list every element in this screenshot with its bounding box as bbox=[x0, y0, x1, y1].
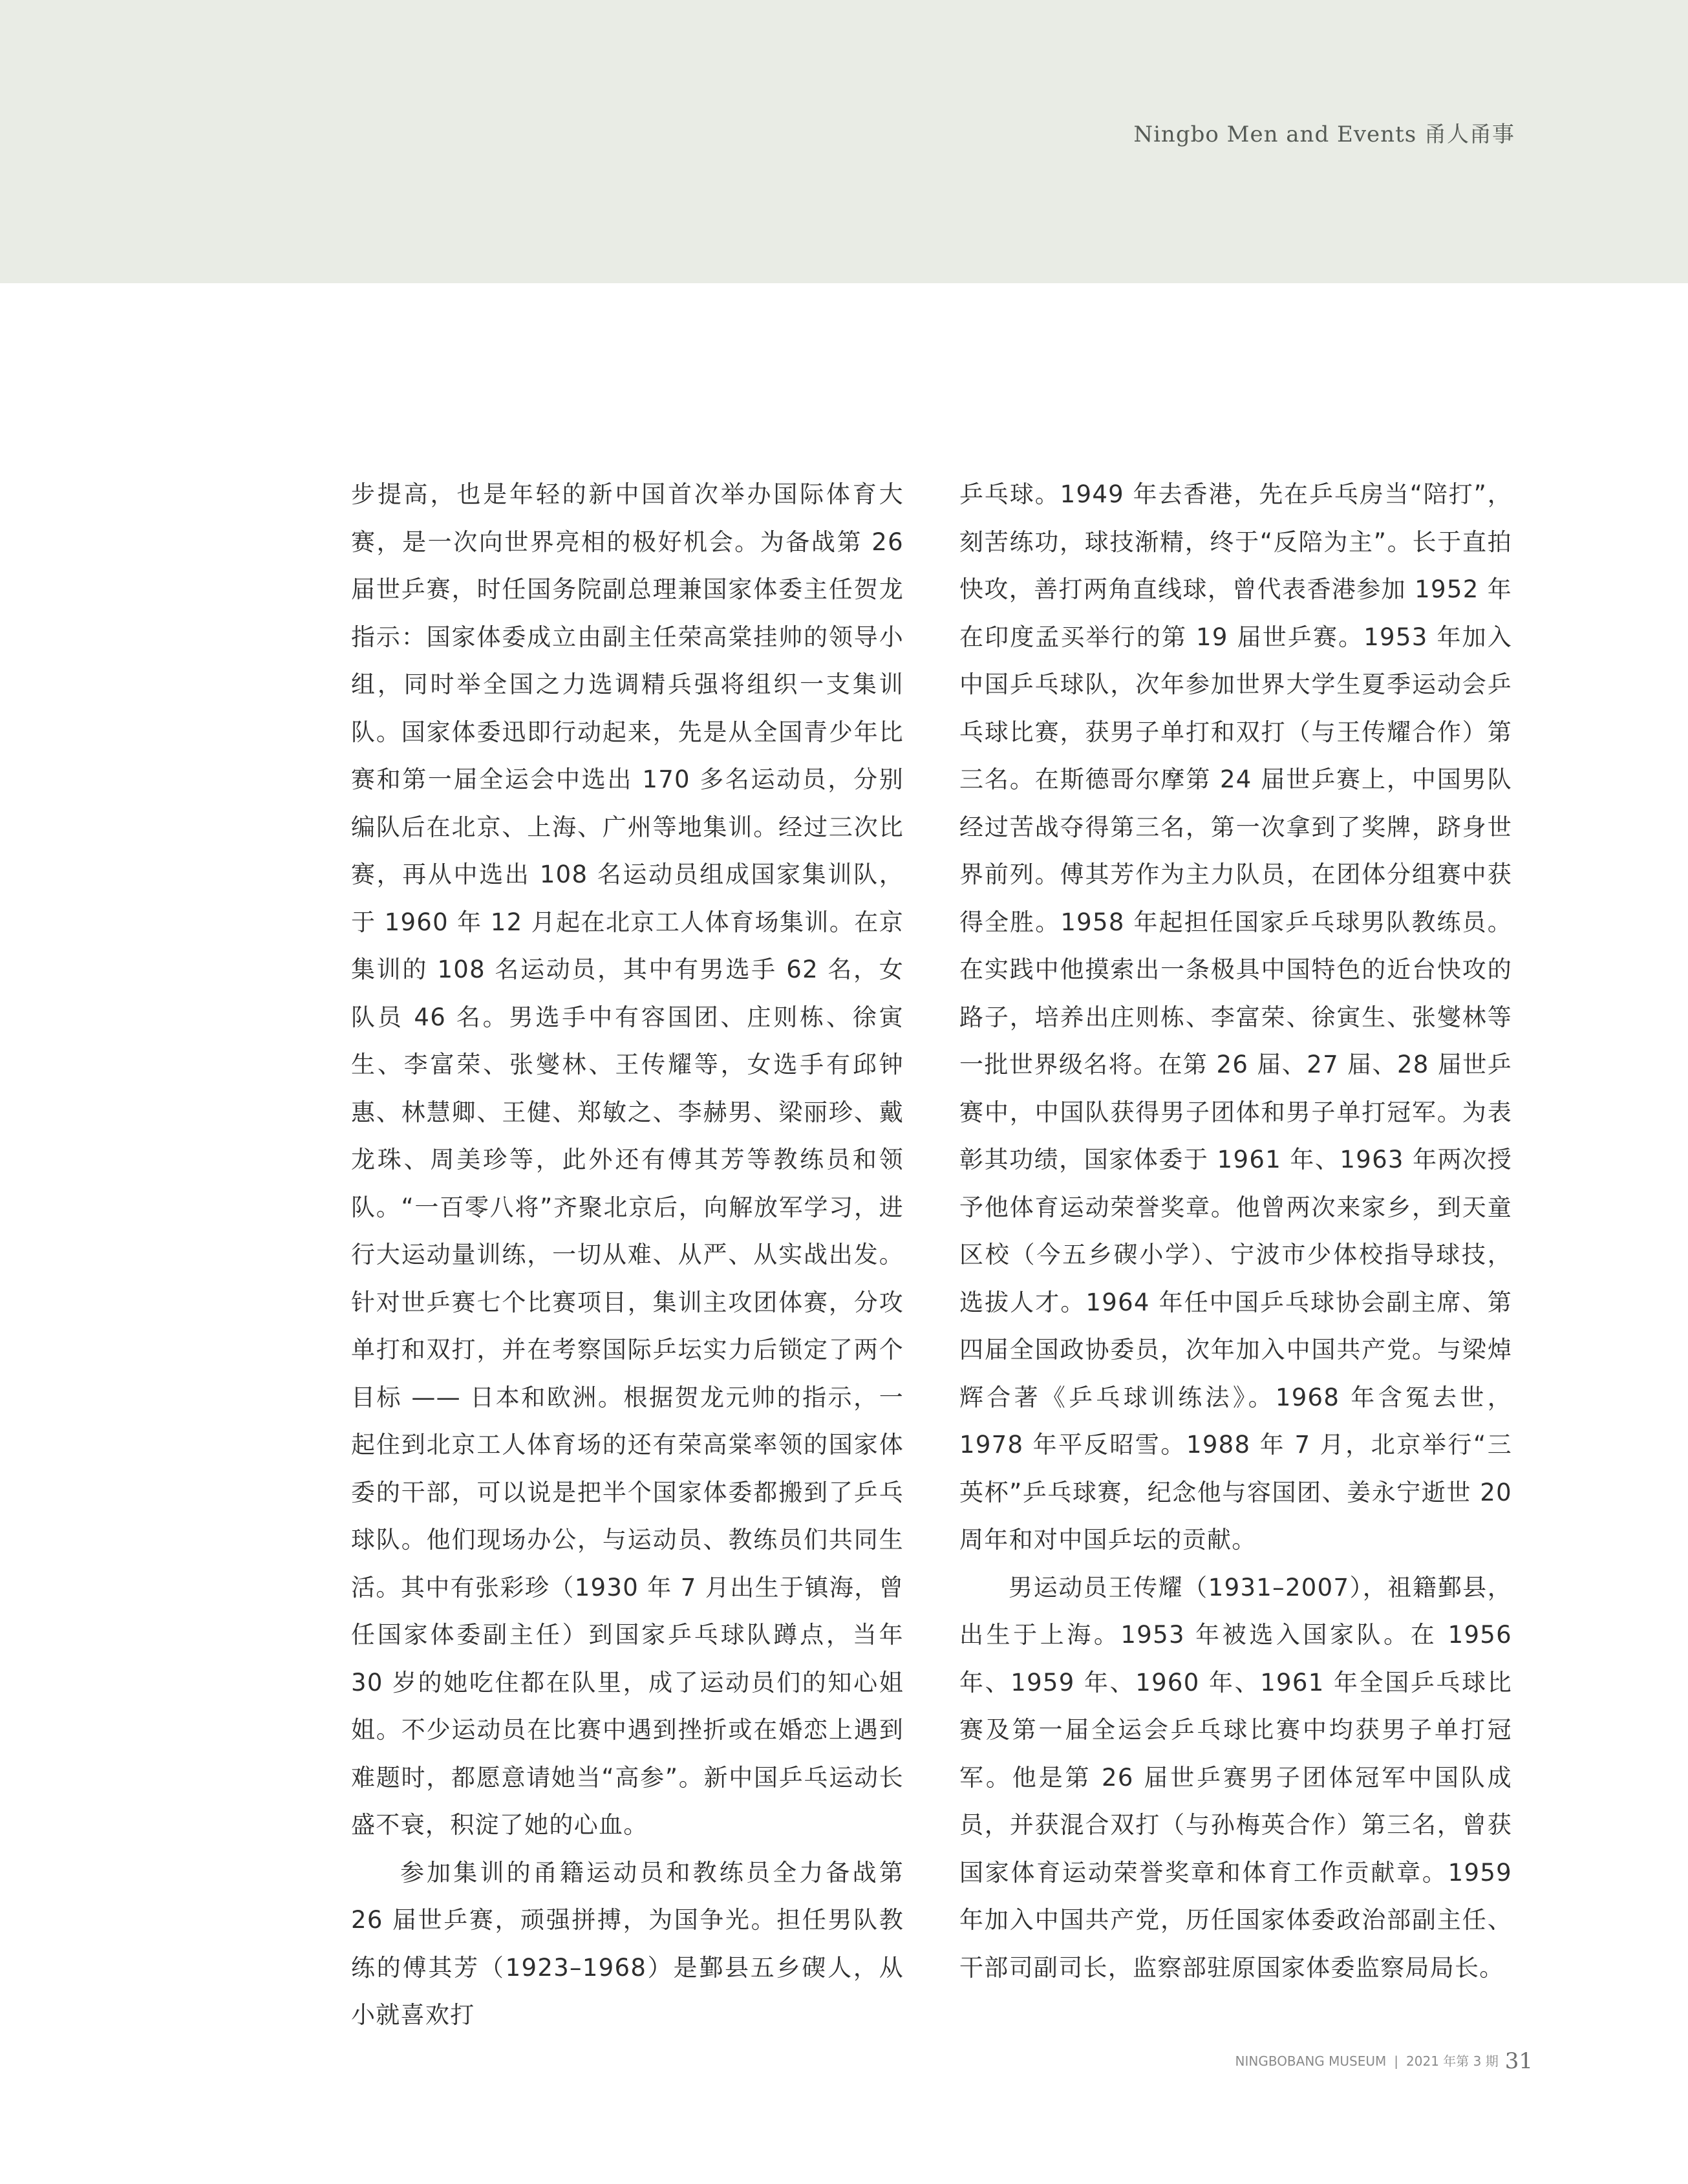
footer-separator: | bbox=[1394, 2053, 1399, 2069]
section-title: Ningbo Men and Events 甬人甬事 bbox=[1133, 122, 1515, 147]
issue-label: 2021 年第 3 期 bbox=[1406, 2053, 1499, 2069]
left-column bbox=[351, 471, 904, 2039]
body-paragraph: 乒乓球。1949 年去香港，先在乒乓房当“陪打”，刻苦练功，球技渐精，终于“反陪为主”。长于直拍快攻，善打两角直线球，曾代表香港参加 1952 年在印度孟买举行的第 19 届世乒赛。1953 年加入中国乒乓球队，次年参加世界大学生夏季运动会乒乓球比赛，获男子单打和双打（与王传耀合作）第三名。在斯德哥尔摩第 24 届世乒赛上，中国男队经过苦战夺得第三名，第一次拿到了奖牌，跻身世界前列。傅其芳作为主力队员，在团体分组赛中获得全胜。1958 年起担任国家乒乓球男队教练员。在实践中他摸索出一条极具中国特色的近台快攻的路子，培养出庄则栋、李富荣、徐寅生、张燮林等一批世界级名将。在第 26 届、27 届、28 届世乒赛中，中国队获得男子团体和男子单打冠军。为表彰其功绩，国家体委于 1961 年、1963 年两次授予他体育运动荣誉奖章。他曾两次来家乡，到天童区校（今五乡碶小学）、宁波市少体校指导球技，选拔人才。1964 年任中国乒乓球协会副主席、第四届全国政协委员，次年加入中国共产党。与梁焯辉合著《乒乓球训练法》。1968 年含冤去世，1978 年平反昭雪。1988 年 7 月，北京举行“三英杯”乒乓球赛，纪念他与容国团、姜永宁逝世 20 周年和对中国乒坛的贡献。 bbox=[959, 480, 1512, 1554]
page-number: 31 bbox=[1504, 2048, 1533, 2074]
body-paragraph: 步提高，也是年轻的新中国首次举办国际体育大赛，是一次向世界亮相的极好机会。为备战第 26 届世乒赛，时任国务院副总理兼国家体委主任贺龙指示：国家体委成立由副主任荣高棠挂帅的领导小组，同时举全国之力选调精兵强将组织一支集训队。国家体委迅即行动起来，先是从全国青少年比赛和第一届全运会中选出 170 多名运动员，分别编队后在北京、上海、广州等地集训。经过三次比赛，再从中选出 108 名运动员组成国家集训队，于 1960 年 12 月起在北京工人体育场集训。在京集训的 108 名运动员，其中有男选手 62 名，女队员 46 名。男选手中有容国团、庄则栋、徐寅生、李富荣、张燮林、王传耀等，女选手有邱钟惠、林慧卿、王健、郑敏之、李赫男、梁丽珍、戴龙珠、周美珍等，此外还有傅其芳等教练员和领队。“一百零八将”齐聚北京后，向解放军学习，进行大运动量训练，一切从难、从严、从实战出发。针对世乒赛七个比赛项目，集训主攻团体赛，分攻单打和双打，并在考察国际乒坛实力后锁定了两个目标 —— 日本和欧洲。根据贺龙元帅的指示，一起住到北京工人体育场的还有荣高棠率领的国家体委的干部，可以说是把半个国家体委都搬到了乒乓球队。他们现场办公，与运动员、教练员们共同生活。其中有张彩珍（1930 年 7 月出生于镇海，曾任国家体委副主任）到国家乒乓球队蹲点，当年 30 岁的她吃住都在队里，成了运动员们的知心姐姐。不少运动员在比赛中遇到挫折或在婚恋上遇到难题时，都愿意请她当“高参”。新中国乒乓运动长盛不衰，积淀了她的心血。 bbox=[351, 480, 904, 1839]
magazine-name: NINGBOBANG MUSEUM bbox=[1235, 2053, 1387, 2069]
body-paragraph: 参加集训的甬籍运动员和教练员全力备战第 26 届世乒赛，顽强拼搏，为国争光。担任男队教练的傅其芳（1923–1968）是鄞县五乡碶人，从小就喜欢打 bbox=[351, 1858, 904, 2029]
page-footer bbox=[1235, 2048, 1533, 2074]
header-band bbox=[0, 0, 1688, 283]
right-column bbox=[959, 471, 1512, 1991]
body-paragraph: 男运动员王传耀（1931–2007），祖籍鄞县，出生于上海。1953 年被选入国家队。在 1956 年、1959 年、1960 年、1961 年全国乒乓球比赛及第一届全运会乒乓球比赛中均获男子单打冠军。他是第 26 届世乒赛男子团体冠军中国队成员，并获混合双打（与孙梅英合作）第三名，曾获国家体育运动荣誉奖章和体育工作贡献章。1959 年加入中国共产党，历任国家体委政治部副主任、干部司副司长，监察部驻原国家体委监察局局长。 bbox=[959, 1573, 1512, 1982]
